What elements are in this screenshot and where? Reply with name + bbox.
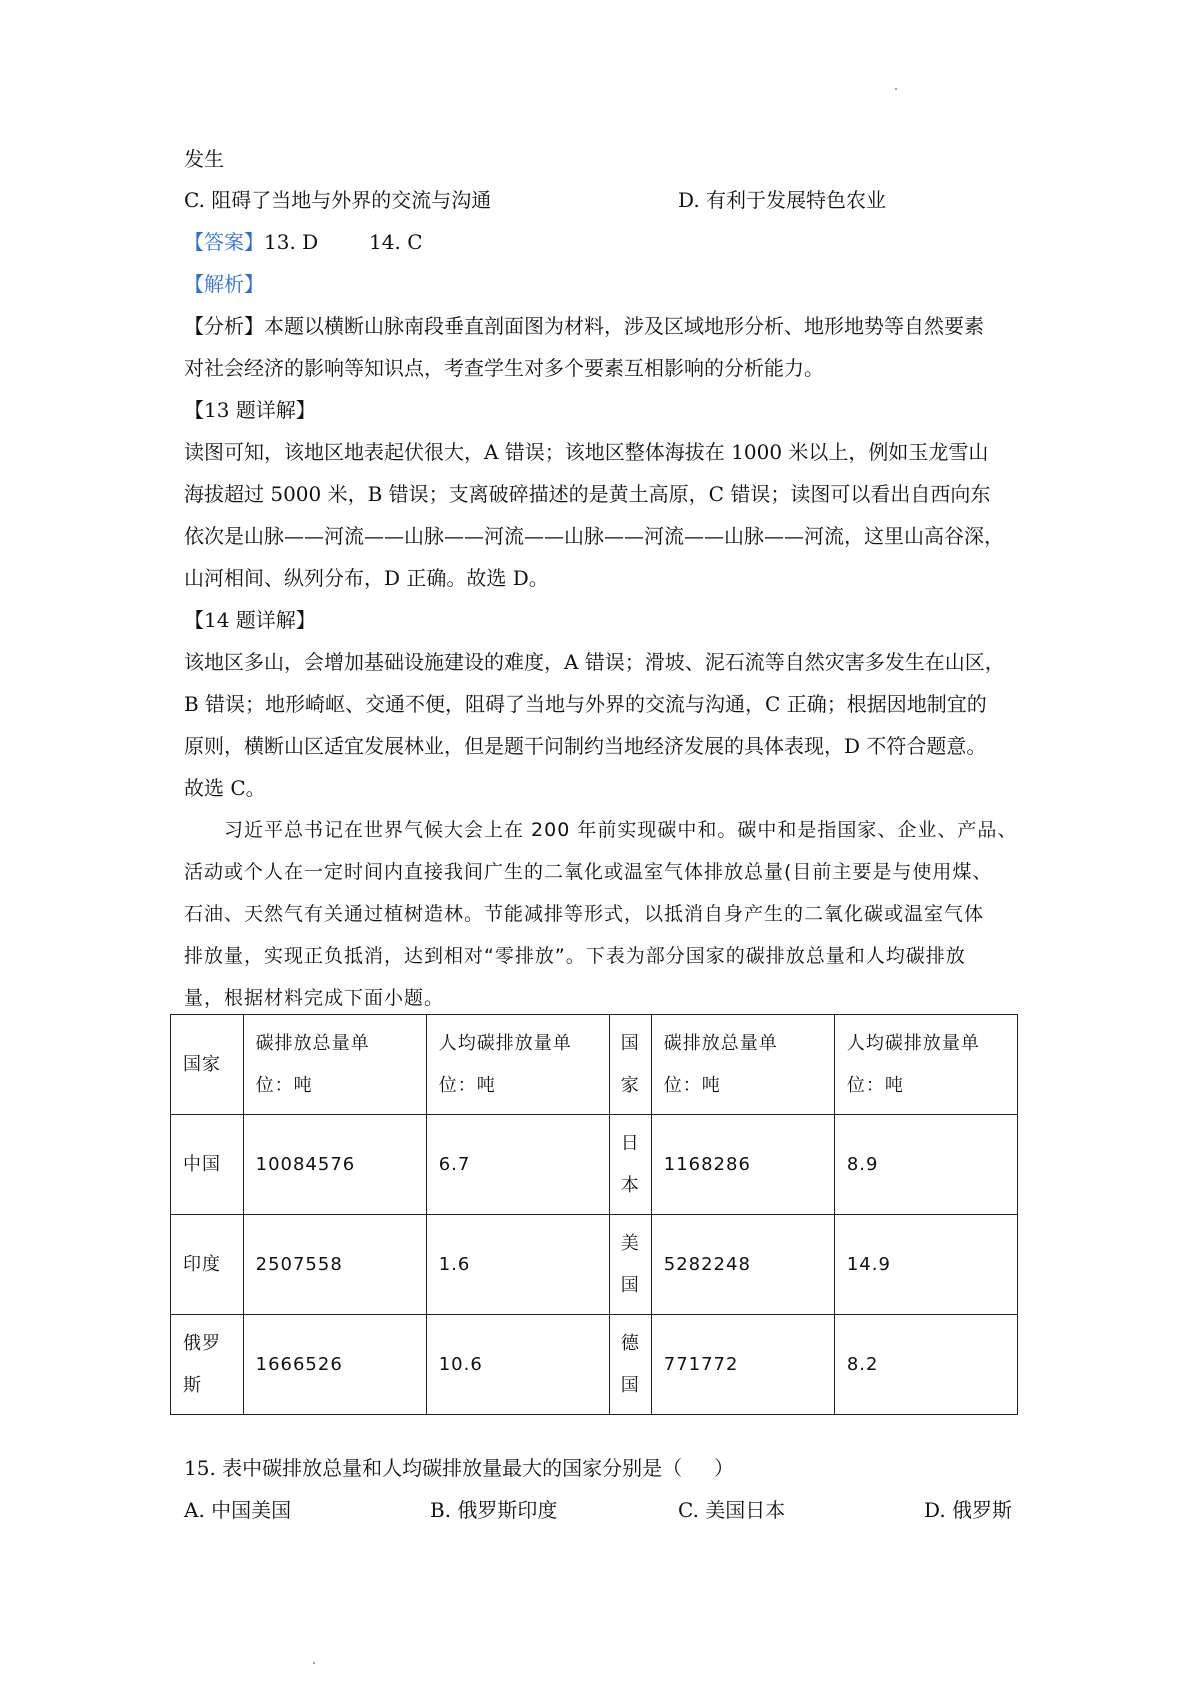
table-cell: 771772 xyxy=(651,1315,834,1415)
analysis-line: 对社会经济的影响等知识点，考查学生对多个要素互相影响的分析能力。 xyxy=(184,356,824,380)
q15-stem: 15. 表中碳排放总量和人均碳排放量最大的国家分别是（ ） xyxy=(184,1456,734,1480)
header-cell: 人均碳排放量单位：吨 xyxy=(834,1015,1017,1115)
table-cell: 2507558 xyxy=(243,1215,426,1315)
material-line: 排放量，实现正负抵消，达到相对“零排放”。下表为部分国家的碳排放总量和人均碳排放 xyxy=(184,945,966,967)
answer-text: 13. D 14. C xyxy=(264,230,423,254)
table-cell: 1.6 xyxy=(426,1215,609,1315)
q14-option-c: C. 阻碍了当地与外界的交流与沟通 xyxy=(184,188,492,212)
analysis-label: 【解析】 xyxy=(184,272,264,296)
q14-line: 该地区多山，会增加基础设施建设的难度，A 错误；滑坡、泥石流等自然灾害多发生在山区， xyxy=(184,650,1005,674)
table-row xyxy=(171,1115,1018,1215)
scan-speck xyxy=(313,1662,315,1664)
analysis-line: 【分析】本题以横断山脉南段垂直剖面图为材料，涉及区域地形分析、地形地势等自然要素 xyxy=(184,314,984,338)
table-cell: 6.7 xyxy=(426,1115,609,1215)
table-cell: 1666526 xyxy=(243,1315,426,1415)
table-cell: 14.9 xyxy=(834,1215,1017,1315)
q14-line: 原则，横断山区适宜发展林业，但是题干问制约当地经济发展的具体表现，D 不符合题意。 xyxy=(184,734,987,758)
table-cell: 10.6 xyxy=(426,1315,609,1415)
table-cell: 中国 xyxy=(171,1115,244,1215)
q14-line: 故选 C。 xyxy=(184,776,266,800)
header-cell: 人均碳排放量单位：吨 xyxy=(426,1015,609,1115)
table-cell: 日本 xyxy=(609,1115,651,1215)
q14-line: B 错误；地形崎岖、交通不便，阻碍了当地与外界的交流与沟通，C 正确；根据因地制宜的 xyxy=(184,692,987,716)
table-cell: 8.9 xyxy=(834,1115,1017,1215)
q15-option-a: A. 中国美国 xyxy=(184,1498,292,1522)
header-cell: 碳排放总量单位：吨 xyxy=(651,1015,834,1115)
table-cell: 印度 xyxy=(171,1215,244,1315)
q15-option-d: D. 俄罗斯 xyxy=(924,1498,1013,1522)
table-cell: 1168286 xyxy=(651,1115,834,1215)
q13-line: 依次是山脉——河流——山脉——河流——山脉——河流——山脉——河流，这里山高谷深， xyxy=(184,524,1004,548)
table-cell: 5282248 xyxy=(651,1215,834,1315)
q14-option-d: D. 有利于发展特色农业 xyxy=(678,188,887,212)
material-line: 活动或个人在一定时间内直接我间广生的二氧化或温室气体排放总量(目前主要是与使用煤、 xyxy=(184,861,993,883)
top-fragment: 发生 xyxy=(184,147,224,171)
table-header-row xyxy=(171,1015,1018,1115)
q13-line: 读图可知，该地区地表起伏很大，A 错误；该地区整体海拔在 1000 米以上，例如玉龙雪山 xyxy=(184,440,989,464)
q13-line: 海拔超过 5000 米，B 错误；支离破碎描述的是黄土高原，C 错误；读图可以看出自西向东 xyxy=(184,482,991,506)
table-row xyxy=(171,1215,1018,1315)
table-cell: 8.2 xyxy=(834,1315,1017,1415)
material-line: 习近平总书记在世界气候大会上在 200 年前实现碳中和。碳中和是指国家、企业、产品、 xyxy=(224,819,1018,841)
header-cell: 国家 xyxy=(609,1015,651,1115)
header-cell: 碳排放总量单位：吨 xyxy=(243,1015,426,1115)
material-line: 量，根据材料完成下面小题。 xyxy=(184,987,445,1009)
table-cell: 德国 xyxy=(609,1315,651,1415)
header-cell: 国家 xyxy=(171,1015,244,1115)
q13-line: 山河相间、纵列分布，D 正确。故选 D。 xyxy=(184,566,549,590)
answer-label: 【答案】 xyxy=(184,230,264,254)
table-row xyxy=(171,1315,1018,1415)
q15-option-c: C. 美国日本 xyxy=(678,1498,786,1522)
q13-title: 【13 题详解】 xyxy=(184,398,316,422)
table-cell: 10084576 xyxy=(243,1115,426,1215)
scan-speck xyxy=(895,88,897,90)
carbon-emission-table xyxy=(170,1014,1018,1415)
table-cell: 美国 xyxy=(609,1215,651,1315)
q15-option-b: B. 俄罗斯印度 xyxy=(430,1498,558,1522)
material-line: 石油、天然气有关通过植树造林。节能减排等形式，以抵消自身产生的二氧化碳或温室气体 xyxy=(184,903,985,925)
q14-title: 【14 题详解】 xyxy=(184,608,316,632)
answer-line xyxy=(184,228,423,256)
table-cell: 俄罗斯 xyxy=(171,1315,244,1415)
